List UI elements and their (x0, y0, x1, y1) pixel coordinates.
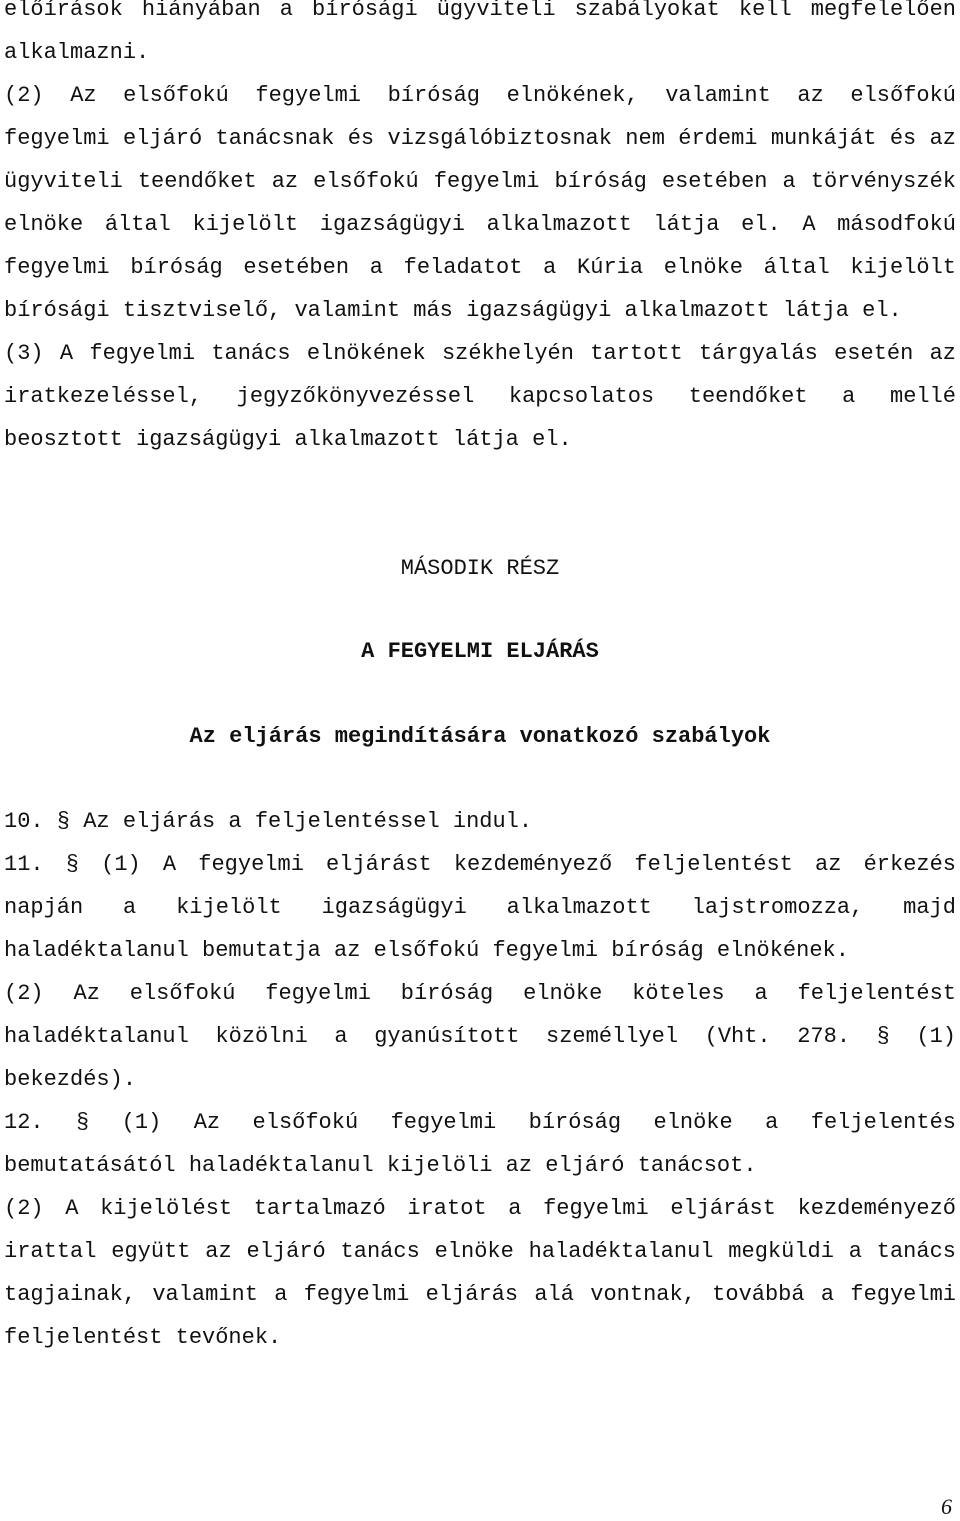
document-page (4, 0, 956, 1359)
page-number: 6 (941, 1494, 952, 1519)
paragraph-3-hearing-duties: (3) A fegyelmi tanács elnökének székhelyén tartott tárgyalás esetén az iratkezeléssel, jegyzőkönyvezéssel kapcsolatos teendőket a mellé beosztott igazságügyi alkalmazott látja el. (4, 341, 956, 452)
sections-block (4, 800, 956, 1359)
section-subtitle: Az eljárás megindítására vonatkozó szabályok (189, 724, 771, 749)
main-title: A FEGYELMI ELJÁRÁS (361, 639, 599, 664)
section-11-paragraph-1: 11. § (1) A fegyelmi eljárást kezdeményező feljelentést az érkezés napján a kijelölt igazságügyi alkalmazott lajstromozza, majd haladéktalanul bemutatja az elsőfokú fegyelmi bíróság elnökének. (4, 852, 956, 963)
section-10: 10. § Az eljárás a feljelentéssel indul. (4, 809, 533, 834)
part-title: MÁSODIK RÉSZ (400, 556, 560, 581)
section-12-paragraph-1: 12. § (1) Az elsőfokú fegyelmi bíróság elnöke a feljelentés bemutatásától haladéktalanul kijelöli az eljáró tanácsot. (4, 1110, 956, 1178)
section-12-paragraph-2: (2) A kijelölést tartalmazó iratot a fegyelmi eljárást kezdeményező irattal együtt az eljáró tanács elnöke haladéktalanul megküldi a tanács tagjainak, valamint a fegyelmi eljárás alá vontnak, továbbá a fegyelmi feljelentést tevőnek. (4, 1196, 956, 1350)
paragraph-rules-reference: előírások hiányában a bírósági ügyviteli szabályokat kell megfelelően alkalmazni. (4, 0, 956, 65)
paragraph-2-clerical-duties: (2) Az elsőfokú fegyelmi bíróság elnökének, valamint az elsőfokú fegyelmi eljáró tanácsnak és vizsgálóbiztosnak nem érdemi munkáját és az ügyviteli teendőket az elsőfokú fegyelmi bíróság esetében a törvényszék elnöke által kijelölt igazságügyi alkalmazott látja el. A másodfokú fegyelmi bíróság esetében a feladatot a Kúria elnöke által kijelölt bírósági tisztviselő, valamint más igazságügyi alkalmazott látja el. (4, 83, 956, 323)
section-11-paragraph-2: (2) Az elsőfokú fegyelmi bíróság elnöke köteles a feljelentést haladéktalanul közölni a gyanúsított személlyel (Vht. 278. § (1) bekezdés). (4, 981, 956, 1092)
